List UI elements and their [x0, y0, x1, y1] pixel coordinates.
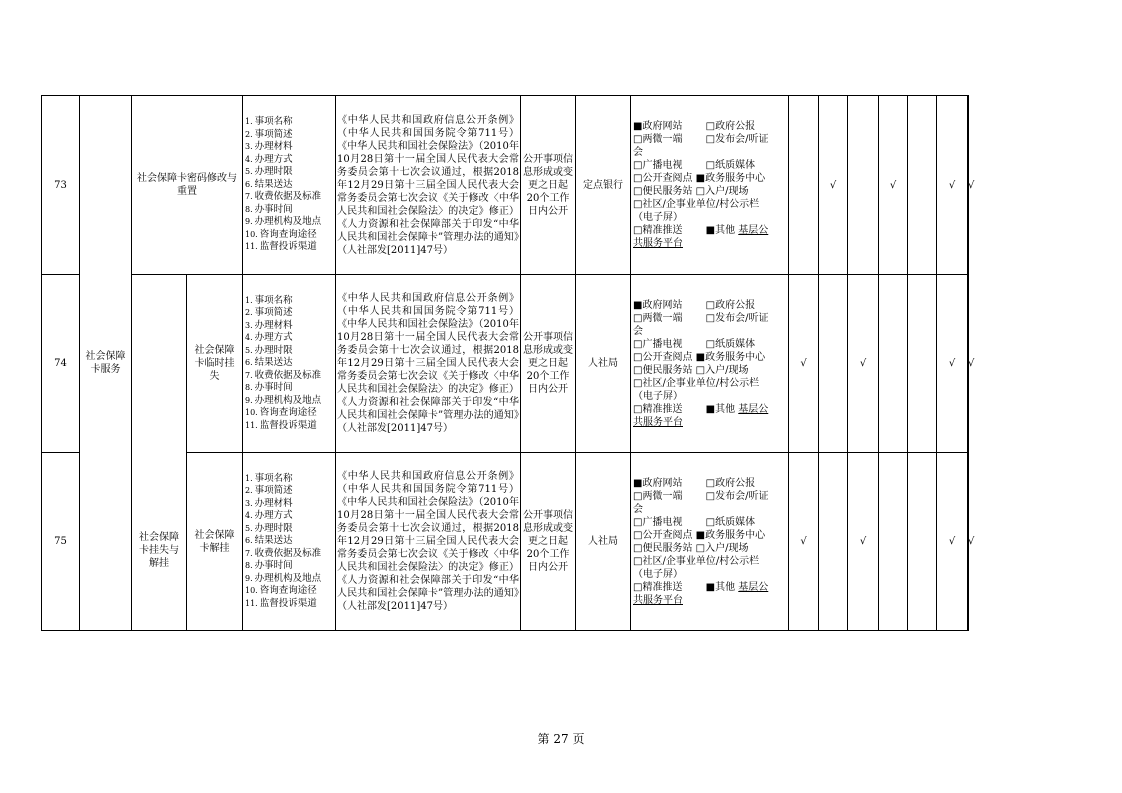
check-cell: √ — [848, 275, 879, 453]
disclosure-channels-cell: ■政府网站 □政府公报 □两微一端 □发布会/听证 会 □广播电视 □纸质媒体 □公开查阅点 ■政务服务中心 □便民服务站 □入户/现场 □社区/企事业单位/村公示栏 （电子屏） □精准推送 ■其他 基层公 共服务平台 — [631, 453, 789, 631]
items-list: 1. 事项名称 2. 事项简述 3. 办理材料 4. 办理方式 5. 办理时限 6. 结果送达 7. 收费依据及标准 8. 办事时间 9. 办理机构及地点 10. 咨询查询途径 11. 监督投诉渠道 — [245, 294, 322, 431]
check-cell: √ — [968, 275, 969, 453]
disclosure-timing-cell: 公开事项信息形成或变更之日起20个工作日内公开 — [521, 275, 576, 453]
disclosure-timing-cell: 公开事项信息形成或变更之日起20个工作日内公开 — [521, 453, 576, 631]
row-number: 75 — [42, 453, 80, 631]
check-cell: √ — [879, 96, 908, 275]
legal-basis-cell: 《中华人民共和国政府信息公开条例》（中华人民共和国国务院令第711号）《中华人民共和国社会保险法》（2010年10月28日第十一届全国人民代表大会常务委员会第十七次会议通过，根据2018年12月29日第十三届全国人民代表大会常务委员会第七次会议《关于修改〈中华人民共和国社会保险法〉的决定》修正）《人力资源和社会保障部关于印发“中华人民共和国社会保障卡”管理办法的通知》（人社部发[2011]47号） — [336, 275, 521, 453]
check-cell: √ — [937, 96, 968, 275]
check-cell: √ — [789, 275, 819, 453]
items-cell — [243, 453, 336, 631]
check-cell: √ — [968, 96, 969, 275]
subitem-cell: 社会保障卡密码修改与重置 — [132, 96, 243, 275]
category-cell: 社会保障卡服务 — [80, 96, 132, 631]
items-cell — [243, 275, 336, 453]
table-row — [42, 275, 969, 453]
items-cell — [243, 96, 336, 275]
check-cell: √ — [937, 275, 968, 453]
check-cell: √ — [789, 453, 819, 631]
subitem-detail-cell: 社会保障卡临时挂失 — [187, 275, 243, 453]
disclosure-channels-cell: ■政府网站 □政府公报 □两微一端 □发布会/听证 会 □广播电视 □纸质媒体 □公开查阅点 ■政务服务中心 □便民服务站 □入户/现场 □社区/企事业单位/村公示栏 （电子屏） □精准推送 ■其他 基层公 共服务平台 — [631, 275, 789, 453]
legal-basis-cell: 《中华人民共和国政府信息公开条例》（中华人民共和国国务院令第711号）《中华人民共和国社会保险法》（2010年10月28日第十一届全国人民代表大会常务委员会第十七次会议通过，根据2018年12月29日第十三届全国人民代表大会常务委员会第七次会议《关于修改〈中华人民共和国社会保险法〉的决定》修正）《人力资源和社会保障部关于印发“中华人民共和国社会保障卡”管理办法的通知》（人社部发[2011]47号） — [336, 453, 521, 631]
table-row — [42, 96, 969, 275]
check-cell — [819, 275, 848, 453]
check-cell — [848, 96, 879, 275]
check-cell — [908, 96, 937, 275]
page-number: 第 27 页 — [537, 732, 585, 746]
row-number: 73 — [42, 96, 80, 275]
disclosure-subject-cell: 定点银行 — [576, 96, 631, 275]
disclosure-channels-cell: ■政府网站 □政府公报 □两微一端 □发布会/听证 会 □广播电视 □纸质媒体 □公开查阅点 ■政务服务中心 □便民服务站 □入户/现场 □社区/企事业单位/村公示栏 （电子屏） □精准推送 ■其他 基层公 共服务平台 — [631, 96, 789, 275]
check-cell — [789, 96, 819, 275]
items-list: 1. 事项名称 2. 事项简述 3. 办理材料 4. 办理方式 5. 办理时限 6. 结果送达 7. 收费依据及标准 8. 办事时间 9. 办理机构及地点 10. 咨询查询途径 11. 监督投诉渠道 — [245, 116, 322, 253]
disclosure-table — [41, 95, 975, 631]
check-cell: √ — [937, 453, 968, 631]
check-cell — [879, 453, 908, 631]
disclosure-subject-cell: 人社局 — [576, 453, 631, 631]
legal-basis-cell: 《中华人民共和国政府信息公开条例》（中华人民共和国国务院令第711号）《中华人民共和国社会保险法》（2010年10月28日第十一届全国人民代表大会常务委员会第十七次会议通过，根据2018年12月29日第十三届全国人民代表大会常务委员会第七次会议《关于修改〈中华人民共和国社会保险法〉的决定》修正）《人力资源和社会保障部关于印发“中华人民共和国社会保障卡”管理办法的通知》（人社部发[2011]47号） — [336, 96, 521, 275]
check-cell — [819, 453, 848, 631]
check-cell: √ — [848, 453, 879, 631]
check-cell — [908, 275, 937, 453]
check-cell: √ — [968, 453, 969, 631]
items-list: 1. 事项名称 2. 事项简述 3. 办理材料 4. 办理方式 5. 办理时限 6. 结果送达 7. 收费依据及标准 8. 办事时间 9. 办理机构及地点 10. 咨询查询途径 11. 监督投诉渠道 — [245, 472, 322, 609]
check-cell — [908, 453, 937, 631]
disclosure-timing-cell: 公开事项信息形成或变更之日起20个工作日内公开 — [521, 96, 576, 275]
subitem-cell: 社会保障卡挂失与解挂 — [132, 275, 187, 631]
disclosure-subject-cell: 人社局 — [576, 275, 631, 453]
row-number: 74 — [42, 275, 80, 453]
check-cell — [879, 275, 908, 453]
subitem-detail-cell: 社会保障卡解挂 — [187, 453, 243, 631]
check-cell: √ — [819, 96, 848, 275]
